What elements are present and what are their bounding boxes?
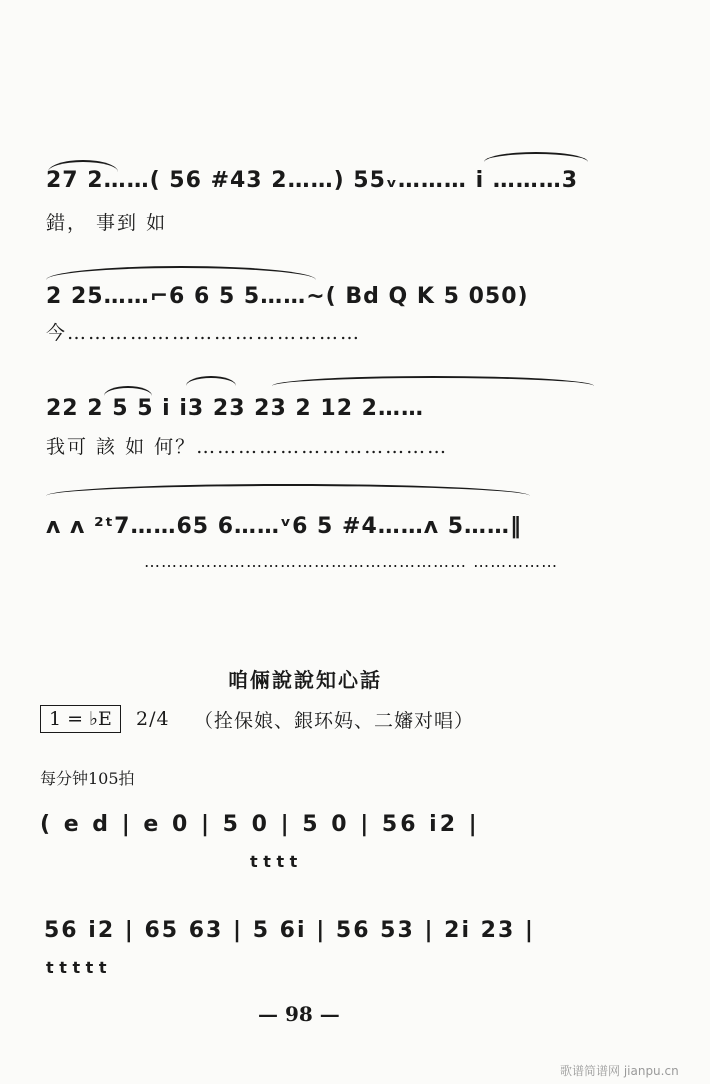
- percussion-marks-row-2: t t t t t: [46, 958, 107, 977]
- lyrics-line-1: 錯， 事到 如: [46, 212, 168, 234]
- tie-arc: [46, 484, 530, 496]
- tie-arc: [272, 376, 594, 386]
- slur-arc: [186, 376, 236, 386]
- notation-row-2: 56 i2 | 65 63 | 5 6i | 56 53 | 2i 23 |: [44, 918, 535, 943]
- slur-arc: [46, 266, 316, 280]
- lyrics-line-2: 今……………………………………: [46, 322, 362, 344]
- notation-row-1: ( e d | e 0 | 5 0 | 5 0 | 56 i2 |: [40, 812, 480, 837]
- page-number: — 98 —: [258, 1002, 340, 1026]
- percussion-marks-row-1: t t t t: [250, 852, 298, 871]
- time-signature: 2/4: [136, 708, 170, 730]
- song-subtitle: （拴保娘、銀环妈、二嬸对唱）: [194, 710, 475, 732]
- dotted-underline-line-4: ………………………………………………… ……………: [144, 552, 559, 571]
- slur-arc: [104, 386, 152, 396]
- notation-line-4: ᴧ ᴧ ²ᵗ7……65 6……ᵛ6 5 #4……ᴧ 5……‖: [46, 514, 523, 539]
- tempo-marking: 每分钟105拍: [40, 769, 135, 788]
- notation-line-3: 22 2 5 5 i i3 23 23 2 12 2……: [46, 396, 424, 421]
- song-title: 咱倆說說知心話: [228, 668, 382, 692]
- watermark: 歌谱简谱网 jianpu.cn: [560, 1064, 679, 1078]
- lyrics-line-3: 我可 該 如 何？………………………………: [46, 436, 449, 458]
- key-signature: 1 = ♭E: [40, 705, 121, 733]
- notation-line-1: 27 2……( 56 #43 2……) 55ᵥ……… i ………3: [46, 168, 579, 193]
- tie-arc: [484, 152, 588, 162]
- notation-line-2: 2 25……⌐6 6 5 5……~( Bd Q K 5 050): [46, 284, 529, 309]
